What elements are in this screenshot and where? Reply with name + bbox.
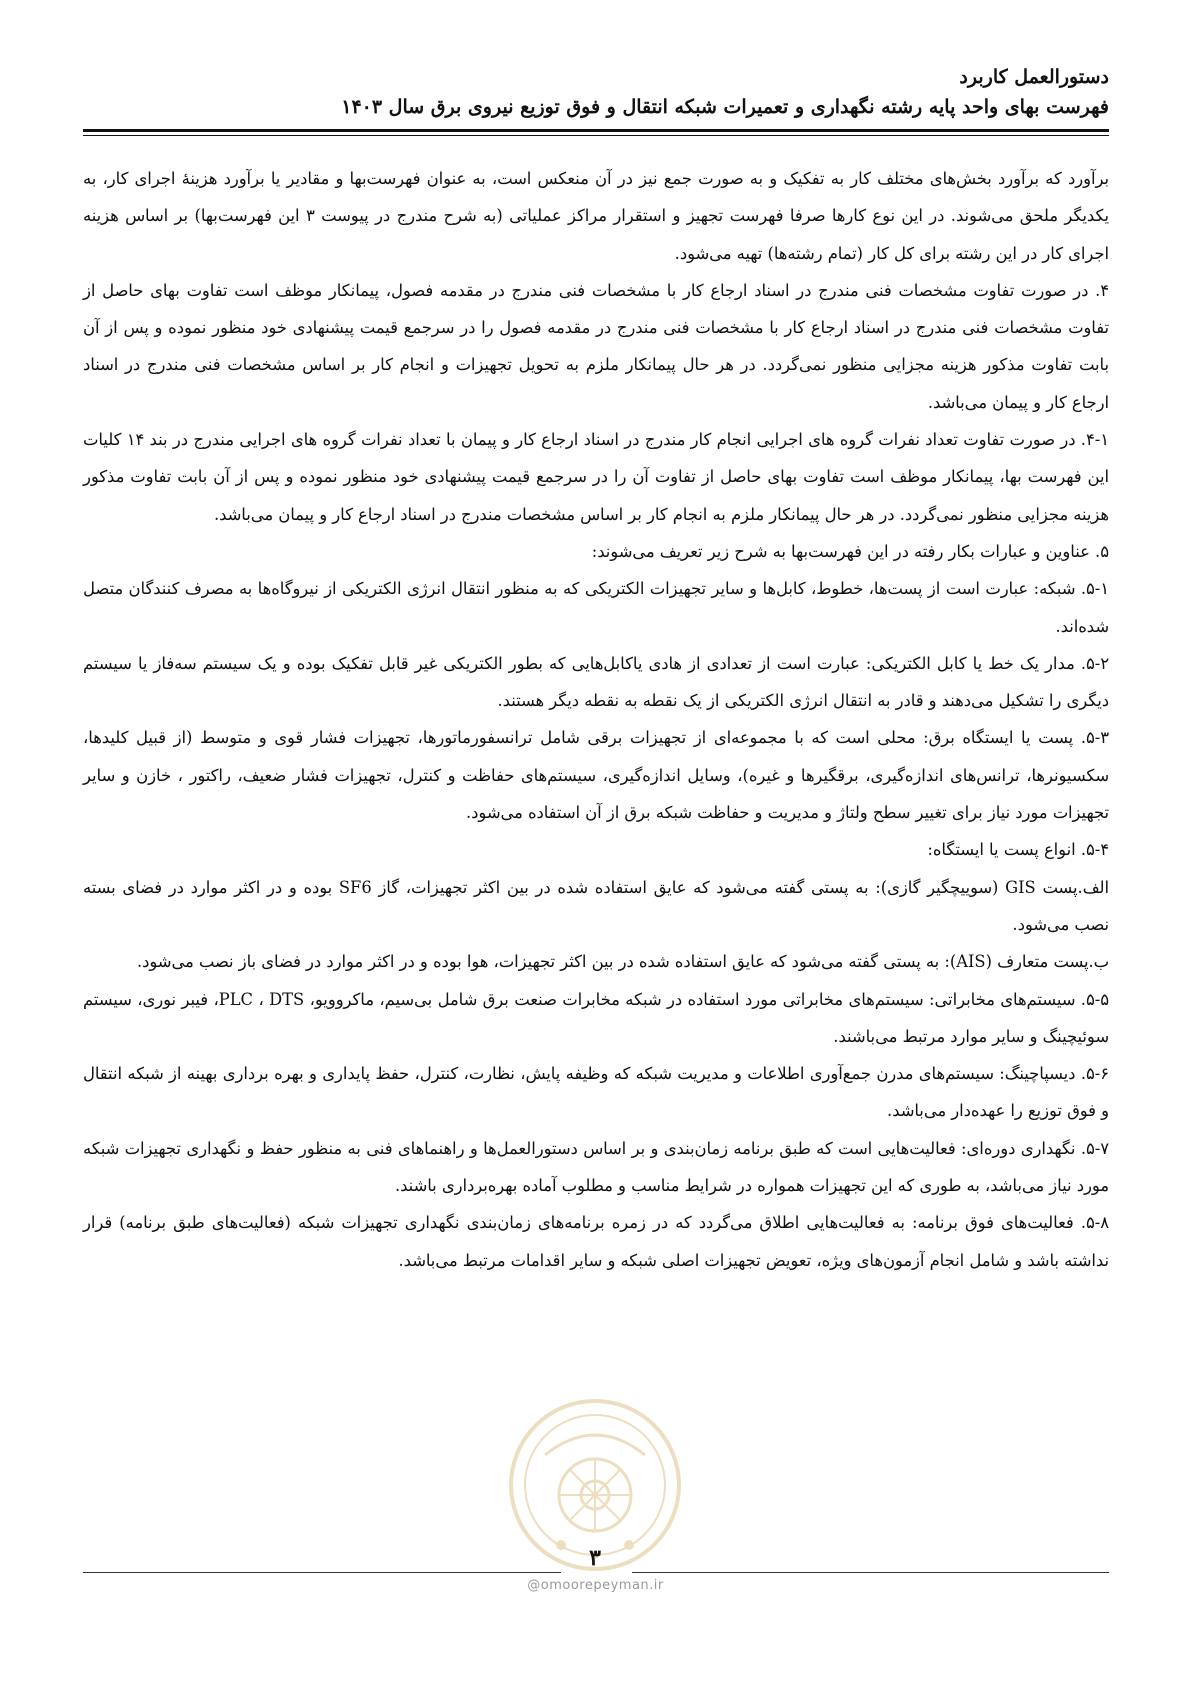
paragraph: الف.پست GIS (سوییچگیر گازی): به پستی گفته می‌شود که عایق استفاده شده در بین اکثر تجهیزات، گاز SF6 بوده و در اکثر موارد در فضای بسته نصب می‌شود. [83, 877, 1110, 934]
header-rule-thick [83, 129, 1109, 132]
paragraph: ۵-۸. فعالیت‌های فوق برنامه: به فعالیت‌هایی اطلاق می‌گردد که در زمره برنامه‌های زمان‌بندی نگهداری تجهیزات شبکه (فعالیت‌های طبق برنامه) قرار نداشته باشد و شامل انجام آزمون‌های ویژه، تعویض تجهیزات اصلی شبکه و سایر اقدامات مرتبط می‌باشد. [83, 1213, 1109, 1270]
header-title: دستورالعمل کاربرد [959, 66, 1109, 88]
footer-website: @omoorepeyman.ir [527, 1578, 664, 1593]
paragraph: ۵-۳. پست یا ایستگاه برق: محلی است که با مجموعه‌ای از تجهیزات برقی شامل ترانسفورماتورها، تجهیزات فشار قوی و متوسط (از قبیل کلیدها، سکسیونرها، ترانس‌های اندازه‌گیری، برقگیرها و غیره)، وسایل اندازه‌گیری، سیستم‌های حفاظت و کنترل، تجهیزات فشار ضعیف، راکتور ، خازن و سایر تجهیزات مورد نیاز برای تغییر سطح ولتاژ و مدیریت و حفاظت شبکه برق از آن استفاده می‌شود. [83, 728, 1109, 823]
document-header [83, 62, 1109, 122]
document-body [83, 160, 1109, 1279]
paragraph: ۵-۴. انواع پست یا ایستگاه: [927, 840, 1109, 860]
page-number: ۳ [589, 1545, 601, 1571]
header-subtitle: فهرست بهای واحد پایه رشته نگهداری و تعمیرات شبکه انتقال و فوق توزیع نیروی برق سال ۱۴۰۳ [341, 96, 1109, 118]
header-rule-thin [83, 135, 1109, 136]
paragraph: ۵-۶. دیسپاچینگ: سیستم‌های مدرن جمع‌آوری اطلاعات و مدیریت شبکه که وظیفه پایش، نظارت، کنترل، حفظ پایداری و بهره برداری بهینه از شبکه انتقال و فوق توزیع را عهده‌دار می‌باشد. [83, 1064, 1109, 1121]
footer-rule-right [632, 1572, 1109, 1573]
paragraph: ۵-۷. نگهداری دوره‌ای: فعالیت‌هایی است که طبق برنامه زمان‌بندی و بر اساس دستورالعمل‌ها و راهنماهای فنی به منظور حفظ و نگهداری تجهیزات شبکه مورد نیاز می‌باشد، به طوری که این تجهیزات همواره در شرایط مناسب و مطلوب آماده بهره‌برداری باشند. [83, 1138, 1109, 1196]
paragraph: ۴. در صورت تفاوت مشخصات فنی مندرج در اسناد ارجاع کار با مشخصات فنی مندرج در مقدمه فصول، پیمانکار موظف است تفاوت بهای حاصل از تفاوت مشخصات فنی مندرج در اسناد ارجاع کار با مشخصات فنی مندرج در مقدمه فصول را در سرجمع قیمت پیشنهادی خود منظور نموده و پس از آن بابت تفاوت مذکور هزینه مجزایی منظور نمی‌گردد. در هر حال پیمانکار ملزم به تحویل تجهیزات و انجام کار بر اساس مشخصات فنی مندرج در اسناد ارجاع کار و پیمان می‌باشد. [83, 280, 1109, 412]
footer-rule-left [83, 1572, 561, 1573]
paragraph: ب.پست متعارف (AIS): به پستی گفته می‌شود که عایق استفاده شده در بین اکثر تجهیزات، هوا بوده و در اکثر موارد در فضای باز نصب می‌شود. [136, 952, 1109, 972]
paragraph: ۵-۲. مدار یک خط یا کابل الکتریکی: عبارت است از تعدادی از هادی یاکابل‌هایی که بطور الکتریکی غیر قابل تفکیک بوده و یک سیستم سه‌فاز یا سیستم دیگری را تشکیل می‌دهند و قادر به انتقال انرژی الکتریکی از یک نقطه به نقطه دیگر هستند. [83, 653, 1109, 711]
paragraph: ۵-۱. شبکه: عبارت است از پست‌ها، خطوط، کابل‌ها و سایر تجهیزات الکتریکی که به منظور انتقال انرژی الکتریکی از نیروگاه‌ها به مصرف کنندگان متصل شده‌اند. [83, 579, 1109, 636]
paragraph: ۴-۱. در صورت تفاوت تعداد نفرات گروه های اجرایی انجام کار مندرج در اسناد ارجاع کار و پیمان با تعداد نفرات گروه های اجرایی مندرج در بند ۱۴ کلیات این فهرست بها، پیمانکار موظف است تفاوت بهای حاصل از تفاوت آن را در سرجمع قیمت پیشنهادی خود منظور نموده و پس از آن بابت تفاوت مذکور هزینه مجزایی منظور نمی‌گردد. در هر حال پیمانکار ملزم به انجام کار بر اساس مشخصات مندرج در اسناد ارجاع کار و پیمان می‌باشد. [83, 430, 1109, 524]
paragraph: برآورد که برآورد بخش‌های مختلف کار به تفکیک و به صورت جمع نیز در آن منعکس است، به عنوان فهرست‌بها و مقادیر یا برآورد هزینهٔ اجرای کار، به یکدیگر ملحق می‌شوند. در این نوع کارها صرفا فهرست تجهیز و استقرار مراکز عملیاتی (به شرح مندرج در پیوست ۳ این فهرست‌بها) بر اساس هزینه اجرای کار در این رشته برای کل کار (تمام رشته‌ها) تهیه می‌شود. [83, 169, 1109, 263]
paragraph: ۵. عناوین و عبارات بکار رفته در این فهرست‌بها به شرح زیر تعریف می‌شوند: [591, 541, 1109, 561]
paragraph: ۵-۵. سیستم‌های مخابراتی: سیستم‌های مخابراتی مورد استفاده در شبکه مخابرات صنعت برق شامل بی‌سیم، ماکروویو، PLC ، DTS، فیبر نوری، سیستم سوئیچینگ و سایر موارد مرتبط می‌باشند. [83, 989, 1109, 1046]
